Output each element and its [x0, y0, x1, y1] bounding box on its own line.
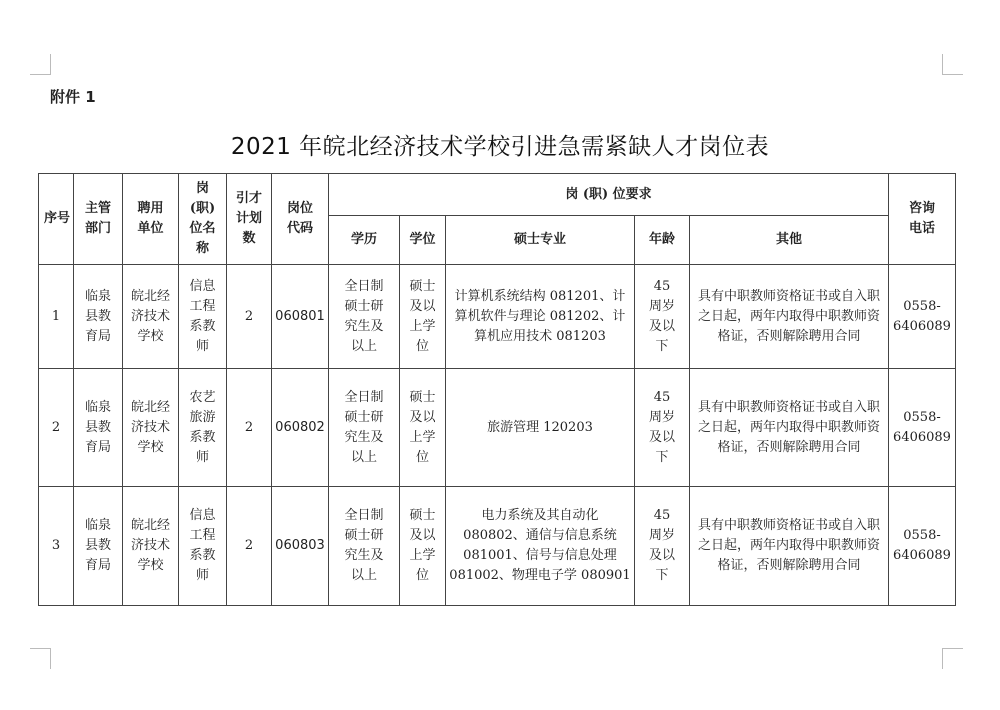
cell-seq: 1	[39, 265, 74, 369]
header-code: 岗位代码	[272, 174, 329, 265]
crop-mark-top-left	[30, 54, 51, 75]
header-age: 年龄	[635, 216, 690, 265]
positions-table	[38, 173, 956, 606]
cell-phone: 0558-6406089	[889, 369, 956, 487]
cell-quota: 2	[227, 265, 272, 369]
cell-quota: 2	[227, 487, 272, 606]
header-other: 其他	[690, 216, 889, 265]
cell-major: 计算机系统结构 081201、计算机软件与理论 081202、计算机应用技术 081203	[446, 265, 635, 369]
cell-position: 信息工程系教师	[179, 487, 227, 606]
cell-employer: 皖北经济技术学校	[123, 487, 179, 606]
header-quota: 引才计划数	[227, 174, 272, 265]
table-row	[39, 369, 956, 487]
cell-dept: 临泉县教育局	[74, 487, 123, 606]
cell-other: 具有中职教师资格证书或自入职之日起，两年内取得中职教师资格证，否则解除聘用合同	[690, 369, 889, 487]
cell-major: 电力系统及其自动化 080802、通信与信息系统 081001、信号与信息处理 081002、物理电子学 080901	[446, 487, 635, 606]
cell-other: 具有中职教师资格证书或自入职之日起，两年内取得中职教师资格证，否则解除聘用合同	[690, 265, 889, 369]
header-requirements: 岗 (职) 位要求	[329, 174, 889, 216]
crop-mark-bottom-left	[30, 648, 51, 669]
table-row	[39, 265, 956, 369]
cell-employer: 皖北经济技术学校	[123, 265, 179, 369]
header-row-top	[39, 174, 956, 216]
cell-dept: 临泉县教育局	[74, 265, 123, 369]
cell-quota: 2	[227, 369, 272, 487]
cell-degree: 硕士及以上学位	[400, 265, 446, 369]
header-major: 硕士专业	[446, 216, 635, 265]
cell-position: 信息工程系教师	[179, 265, 227, 369]
cell-seq: 2	[39, 369, 74, 487]
cell-age: 45 周岁及以下	[635, 265, 690, 369]
cell-position: 农艺旅游系教师	[179, 369, 227, 487]
cell-seq: 3	[39, 487, 74, 606]
cell-employer: 皖北经济技术学校	[123, 369, 179, 487]
table-row	[39, 487, 956, 606]
attachment-label: 附件 1	[50, 88, 96, 106]
header-seq: 序号	[39, 174, 74, 265]
crop-mark-top-right	[942, 54, 963, 75]
cell-other: 具有中职教师资格证书或自入职之日起，两年内取得中职教师资格证，否则解除聘用合同	[690, 487, 889, 606]
header-dept: 主管部门	[74, 174, 123, 265]
cell-dept: 临泉县教育局	[74, 369, 123, 487]
header-degree: 学位	[400, 216, 446, 265]
crop-mark-bottom-right	[942, 648, 963, 669]
page-title: 2021 年皖北经济技术学校引进急需紧缺人才岗位表	[230, 134, 770, 160]
cell-degree: 硕士及以上学位	[400, 369, 446, 487]
cell-code: 060803	[272, 487, 329, 606]
cell-phone: 0558-6406089	[889, 487, 956, 606]
cell-code: 060801	[272, 265, 329, 369]
cell-major: 旅游管理 120203	[446, 369, 635, 487]
header-position: 岗(职)位名称	[179, 174, 227, 265]
cell-age: 45 周岁及以下	[635, 487, 690, 606]
header-phone: 咨询电话	[889, 174, 956, 265]
cell-education: 全日制硕士研究生及以上	[329, 265, 400, 369]
cell-code: 060802	[272, 369, 329, 487]
cell-phone: 0558-6406089	[889, 265, 956, 369]
cell-education: 全日制硕士研究生及以上	[329, 487, 400, 606]
cell-age: 45 周岁及以下	[635, 369, 690, 487]
header-education: 学历	[329, 216, 400, 265]
cell-education: 全日制硕士研究生及以上	[329, 369, 400, 487]
header-employer: 聘用单位	[123, 174, 179, 265]
cell-degree: 硕士及以上学位	[400, 487, 446, 606]
